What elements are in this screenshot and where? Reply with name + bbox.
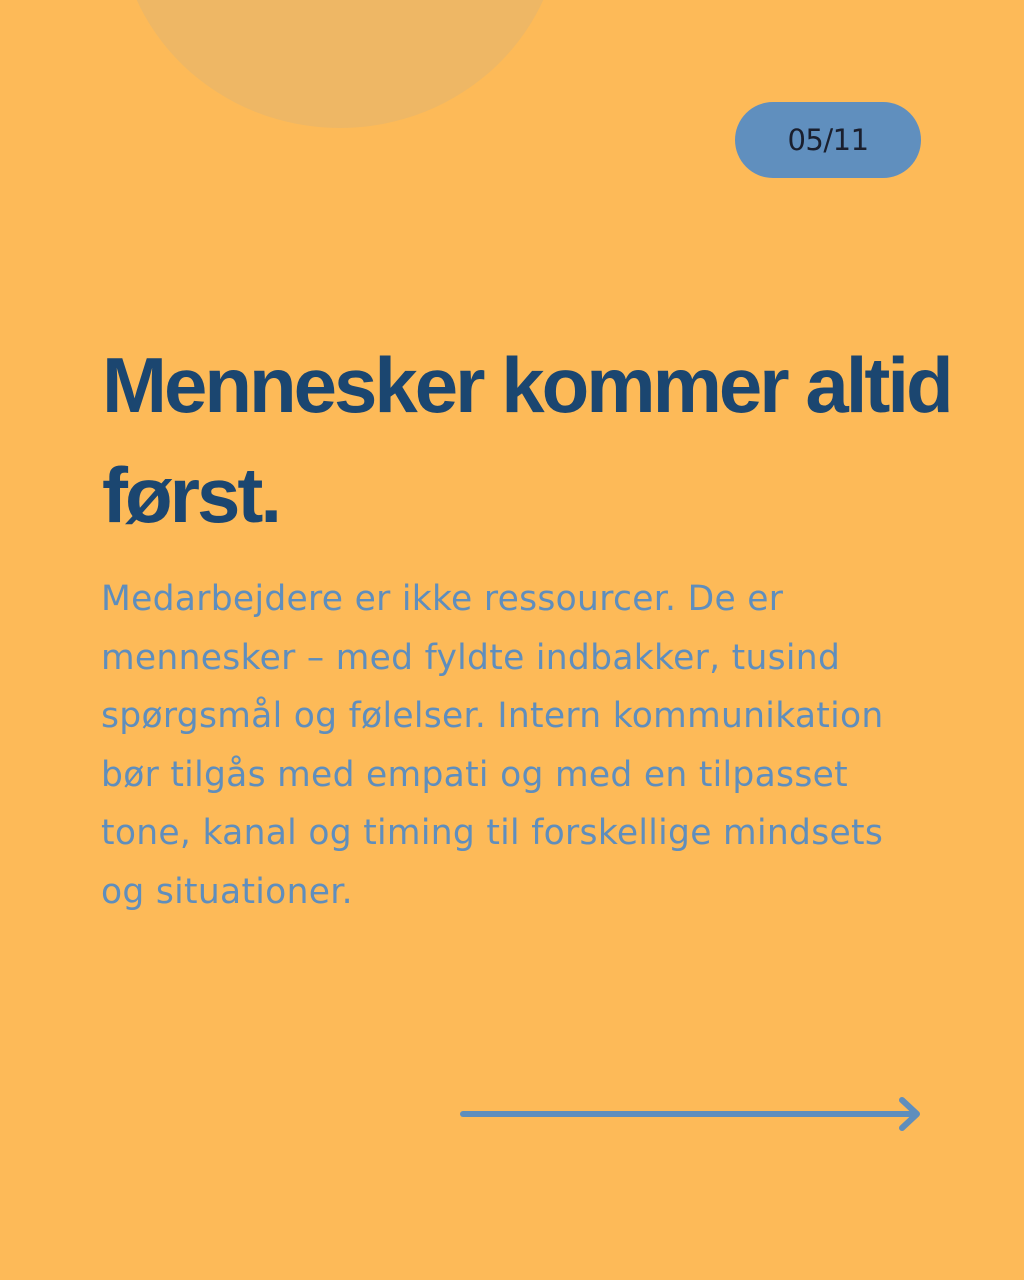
arrow-right-icon[interactable] (460, 1094, 926, 1134)
page-indicator-badge (735, 102, 921, 178)
decorative-circle (118, 0, 562, 128)
headline: Mennesker kommer altid først. (102, 341, 951, 539)
body-text: Medarbejdere er ikke ressourcer. De er mennesker – med fyldte indbakker, tusind spørgsmål og følelser. Intern kommunikation bør tilgås med empati og med en tilpasset tone, kanal og timing til forskellige mindsets og situationer. (101, 579, 884, 912)
page-indicator: 05/11 (787, 123, 869, 157)
